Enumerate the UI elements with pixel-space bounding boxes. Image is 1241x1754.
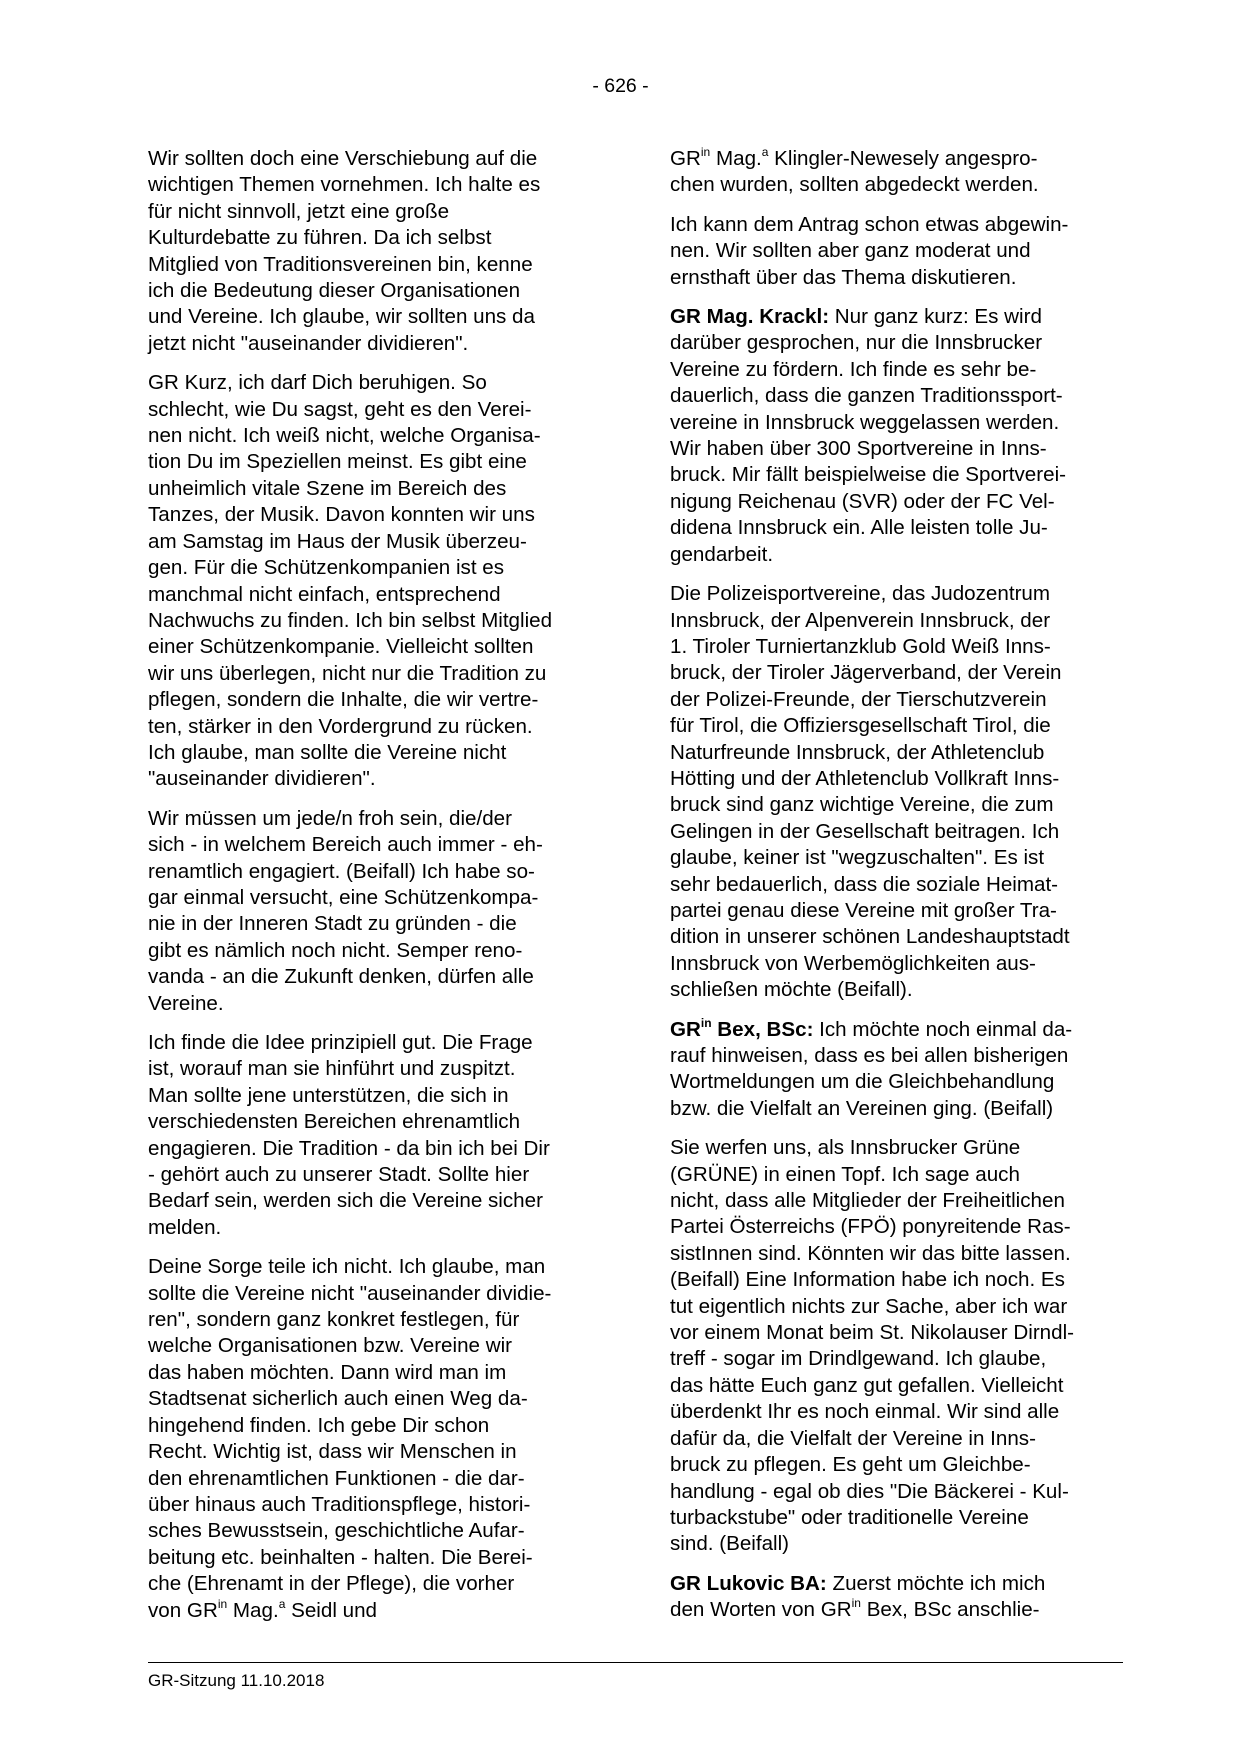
left-column [148,146,604,1637]
paragraph: Die Polizeisportvereine, das Judozentrum Innsbruck, der Alpenverein Innsbruck, der 1. Tiroler Turniertanzklub Gold Weiß Inns- bruck, der Tiroler Jägerverband, der Verein der Polizei-Freunde, der Tierschutzverein für Tirol, die Offiziersgesellschaft Tirol, die Naturfreunde Innsbruck, der Athletenclub Hötting und der Athletenclub Vollkraft Inns- bruck sind ganz wichtige Vereine, die zum Gelingen in der Gesellschaft beitragen. Ich glaube, keiner ist "wegzuschalten". Es ist sehr bedauerlich, dass die soziale Heimat- partei genau diese Vereine mit großer Tra- dition in unserer schönen Landeshauptstadt Innsbruck von Werbemöglichkeiten aus- schließen möchte (Beifall). [670,582,1070,1002]
paragraph: GR Lukovic BA: Zuerst möchte ich mich den Worten von $GR^{in}$ Bex, BSc anschlie- [670,1571,1046,1622]
footer-text: GR-Sitzung 11.10.2018 [148,1671,325,1690]
right-column [670,146,1126,1637]
paragraph: Wir sollten doch eine Verschiebung auf die wichtigen Themen vornehmen. Ich halte es für nicht sinnvoll, jetzt eine große Kulturdebatte zu führen. Da ich selbst Mitglied von Traditionsvereinen bin, kenne ich die Bedeutung dieser Organisationen und Vereine. Ich glaube, wir sollten uns da jetzt nicht "auseinander dividieren". [148,147,541,355]
speaker-name: $GR^{in}$ Bex, BSc: [670,1015,814,1041]
speaker-name: GR Lukovic BA: [670,1571,827,1595]
paragraph: Ich finde die Idee prinzipiell gut. Die Frage ist, worauf man sie hinführt und zuspitzt. Man sollte jene unterstützen, die sich in verschiedensten Bereichen ehrenamtlich engagieren. Die Tradition - da bin ich bei Dir - gehört auch zu unserer Stadt. Sollte hier Bedarf sein, werden sich die Vereine sicher melden. [148,1031,550,1239]
paragraph: GR Mag. Krackl: Nur ganz kurz: Es wird darüber gesprochen, nur die Innsbrucker Vereine zu fördern. Ich finde es sehr be- dauerlich, dass die ganzen Traditionssport- vereine in Innsbruck weggelassen werden. Wir haben über 300 Sportvereine in Inns- bruck. Mir fällt beispielweise die Sportverei- nigung Reichenau (SVR) oder der FC Vel- didena Innsbruck ein. Alle leisten tolle Ju- gendarbeit. [670,305,1067,566]
footer-divider [148,1662,1123,1663]
paragraph: $GR^{in}$ Mag.$^a$ Klingler-Newesely angespro- chen wurden, sollten abgedeckt werden. [670,145,1039,197]
speaker-name: GR Mag. Krackl: [670,305,830,329]
paragraph: GR Kurz, ich darf Dich beruhigen. So schlecht, wie Du sagst, geht es den Verei- nen nicht. Ich weiß nicht, welche Organisa- tion Du im Speziellen meinst. Es gibt eine unheimlich vitale Szene im Bereich des Tanzes, der Musik. Davon konnten wir uns am Samstag im Haus der Musik überzeu- gen. Für die Schützenkompanien ist es manchmal nicht einfach, entsprechend Nachwuchs zu finden. Ich bin selbst Mitglied einer Schützenkompanie. Vielleicht sollten wir uns überlegen, nicht nur die Tradition zu pflegen, sondern die Inhalte, die wir vertre- ten, stärker in den Vordergrund zu rücken. Ich glaube, man sollte die Vereine nicht "auseinander dividieren". [148,371,553,791]
paragraph: Deine Sorge teile ich nicht. Ich glaube, man sollte die Vereine nicht "auseinander dividie- ren", sondern ganz konkret festlegen, für welche Organisationen bzw. Vereine wir das haben möchten. Dann wird man im Stadtsenat sicherlich auch einen Weg da- hingehend finden. Ich gebe Dir schon Recht. Wichtig ist, dass wir Menschen in den ehrenamtlichen Funktionen - die dar- über hinaus auch Traditionspflege, histori- sches Bewusstsein, geschichtliche Aufar- beitung etc. beinhalten - halten. Die Berei- che (Ehrenamt in der Pflege), die vorher von $GR^{in}$ Mag.$^a$ Seidl und [148,1255,552,1622]
paragraph: $GR^{in}$ Bex, BSc: Ich möchte noch einmal da- rauf hinweisen, dass es bei allen bisherigen Wortmeldungen um die Gleichbehandlung bzw. die Vielfalt an Vereinen ging. (Beifall) [670,1015,1073,1120]
paragraph: Sie werfen uns, als Innsbrucker Grüne (GRÜNE) in einen Topf. Ich sage auch nicht, dass alle Mitglieder der Freiheitlichen Partei Österreichs (FPÖ) ponyreitende Ras- sistInnen sind. Könnten wir das bitte lassen. (Beifall) Eine Information habe ich noch. Es tut eigentlich nichts zur Sache, aber ich war vor einem Monat beim St. Nikolauser Dirndl- treff - sogar im Drindlgewand. Ich glaube, das hätte Euch ganz gut gefallen. Vielleicht überdenkt Ihr es noch einmal. Wir sind alle dafür da, die Vielfalt der Vereine in Inns- bruck zu pflegen. Es geht um Gleichbe- handlung - egal ob dies "Die Bäckerei - Kul- turbackstube" oder traditionelle Vereine sind. (Beifall) [670,1136,1075,1556]
page-number: - 626 - [592,75,649,97]
paragraph: Ich kann dem Antrag schon etwas abgewin- nen. Wir sollten aber ganz moderat und ernsthaft über das Thema diskutieren. [670,212,1069,289]
paragraph: Wir müssen um jede/n froh sein, die/der sich - in welchem Bereich auch immer - eh- renamtlich engagiert. (Beifall) Ich habe so- gar einmal versucht, eine Schützenkompa- nie in der Inneren Stadt zu gründen - die gibt es nämlich noch nicht. Semper reno- vanda - an die Zukunft denken, dürfen alle Vereine. [148,806,543,1015]
